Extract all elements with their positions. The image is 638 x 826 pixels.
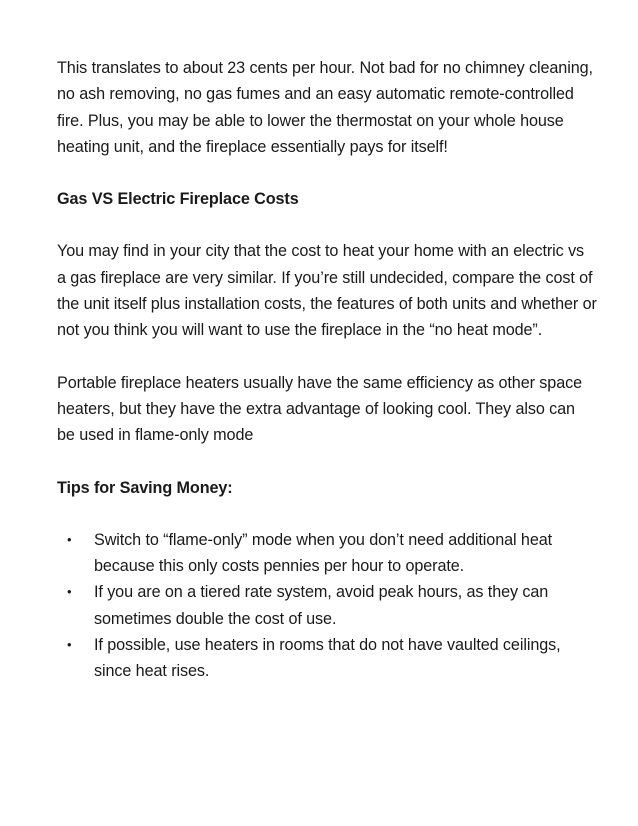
section-heading-costs: Gas VS Electric Fireplace Costs [57, 190, 299, 209]
list-item [57, 632, 597, 685]
section-heading-tips: Tips for Saving Money: [57, 478, 233, 497]
list-item [57, 579, 597, 632]
document-page [57, 55, 597, 685]
list-item-text: Switch to “flame-only” mode when you don’t need additional heat because this only costs pennies per hour to operate. [94, 530, 553, 576]
bullet-icon: • [67, 531, 72, 547]
spacer [57, 501, 597, 527]
spacer [57, 212, 597, 238]
comparison-paragraph: You may find in your city that the cost to heat your home with an electric vs a gas fireplace are very similar. If you’re still undecided, compare the cost of the unit itself plus installation costs, the features of both units and whether or not you think you will want to use the fireplace in the “no heat mode”. [57, 242, 597, 340]
tips-list [57, 527, 597, 685]
list-item-text: If you are on a tiered rate system, avoid peak hours, as they can sometimes double the cost of use. [94, 583, 549, 628]
spacer [57, 160, 597, 186]
bullet-icon: • [67, 584, 72, 600]
list-item-text: If possible, use heaters in rooms that do not have vaulted ceilings, since heat rises. [94, 636, 561, 681]
intro-paragraph: This translates to about 23 cents per hour. Not bad for no chimney cleaning, no ash removing, no gas fumes and an easy automatic remote-controlled fire. Plus, you may be able to lower the thermostat on your whole house heating unit, and the fireplace essentially pays for itself! [57, 59, 593, 156]
list-item [57, 527, 597, 580]
spacer [57, 344, 597, 370]
bullet-icon: • [67, 637, 72, 653]
portable-paragraph: Portable fireplace heaters usually have the same efficiency as other space heaters, but they have the extra advantage of looking cool. They also can be used in flame-only mode [57, 373, 582, 445]
spacer [57, 449, 597, 475]
